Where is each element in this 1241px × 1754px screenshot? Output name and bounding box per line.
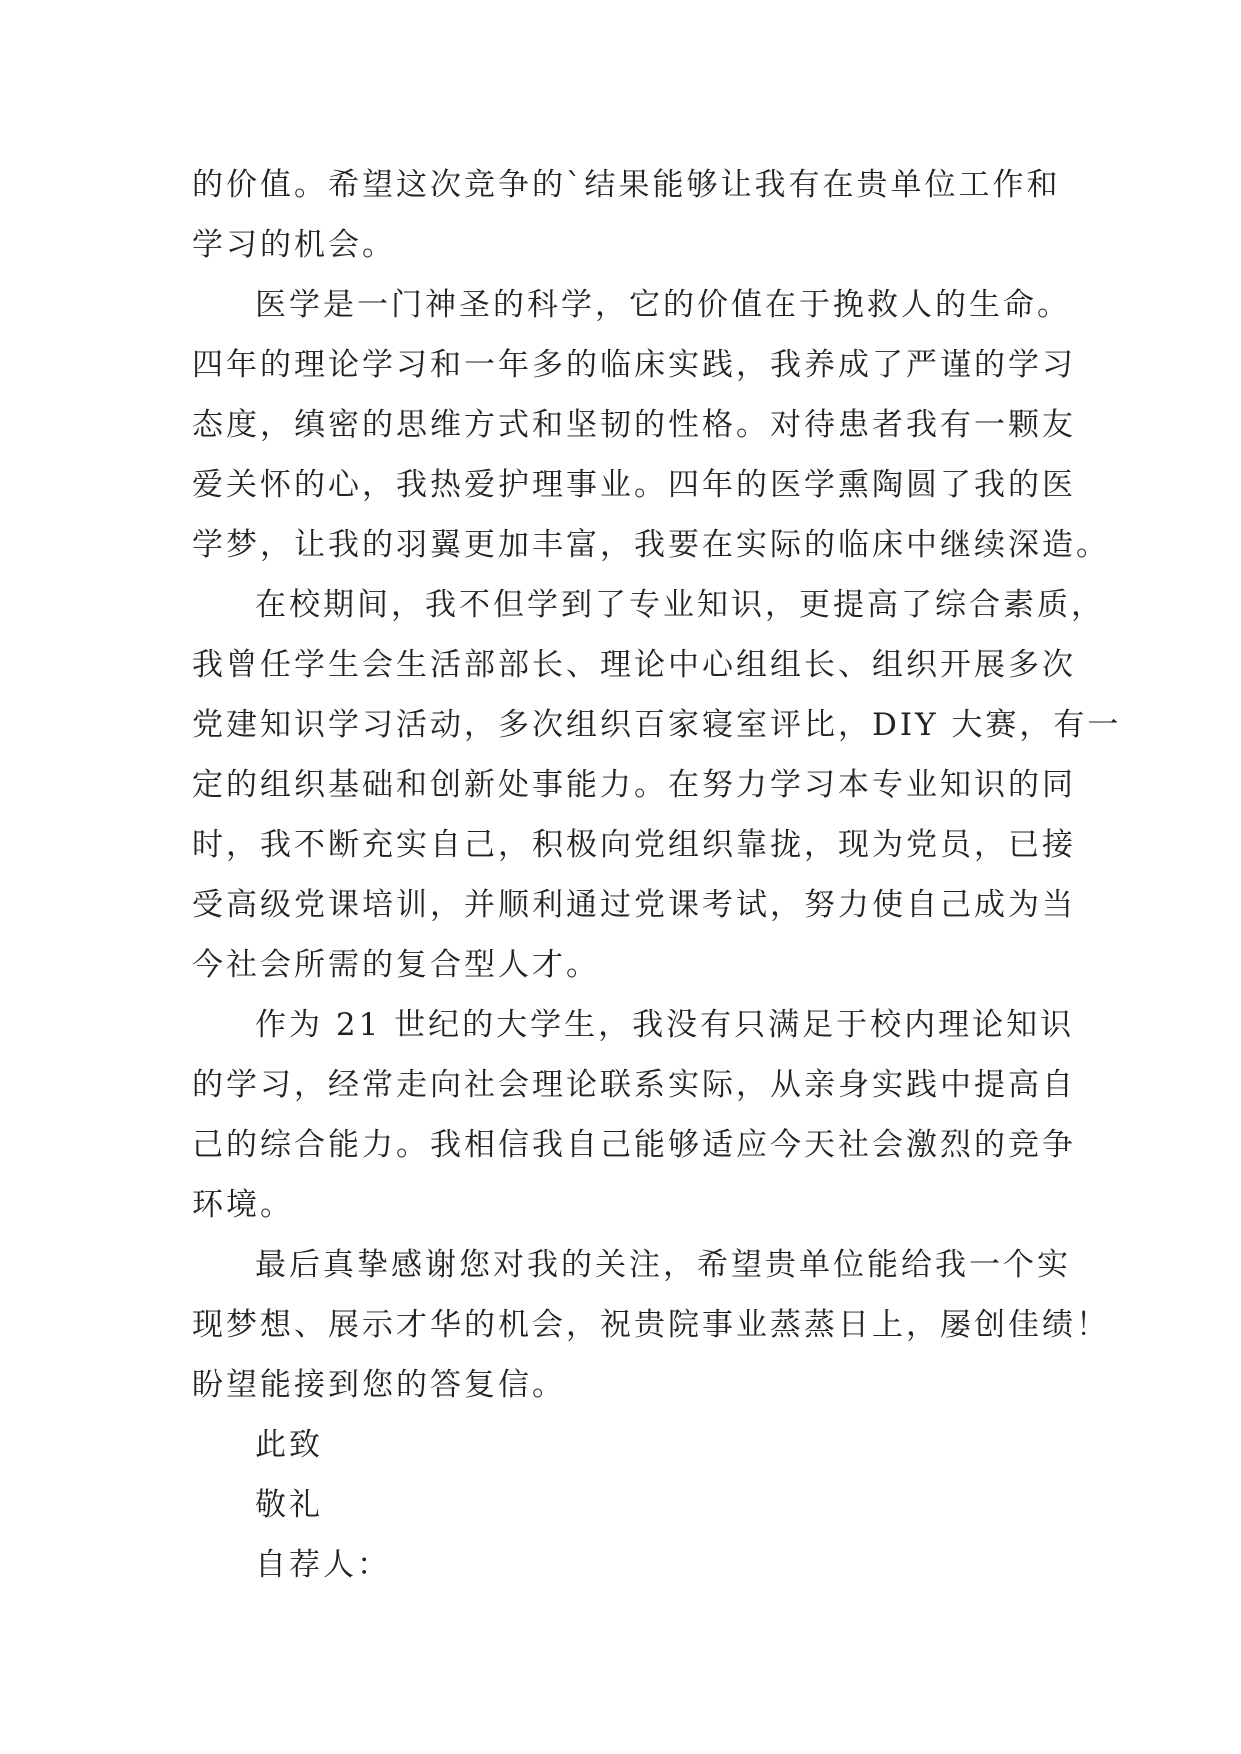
- signature-label: 自荐人：: [255, 1547, 391, 1583]
- text-line: 的价值。希望这次竞争的`结果能够让我有在贵单位工作和: [192, 167, 1061, 203]
- text-line: 受高级党课培训，并顺利通过党课考试，努力使自己成为当: [192, 887, 1076, 923]
- text-line: 的学习，经常走向社会理论联系实际，从亲身实践中提高自: [192, 1067, 1076, 1103]
- paragraph-start-line: 医学是一门神圣的科学，它的价值在于挽救人的生命。: [255, 287, 1071, 323]
- text-line: 己的综合能力。我相信我自己能够适应今天社会激烈的竞争: [192, 1127, 1076, 1163]
- closing-regards: 敬礼: [255, 1487, 323, 1523]
- text-line: 党建知识学习活动，多次组织百家寝室评比，DIY 大赛，有一: [192, 707, 1122, 743]
- text-line: 环境。: [192, 1187, 294, 1223]
- closing-salutation: 此致: [255, 1427, 323, 1463]
- text-line: 现梦想、展示才华的机会，祝贵院事业蒸蒸日上，屡创佳绩！: [192, 1307, 1110, 1343]
- text-line: 时，我不断充实自己，积极向党组织靠拢，现为党员，已接: [192, 827, 1076, 863]
- text-line: 我曾任学生会生活部部长、理论中心组组长、组织开展多次: [192, 647, 1076, 683]
- paragraph-start-line: 在校期间，我不但学到了专业知识，更提高了综合素质，: [255, 587, 1105, 623]
- paragraph-start-line: 作为 21 世纪的大学生，我没有只满足于校内理论知识: [255, 1007, 1075, 1043]
- letter-body: [192, 155, 1122, 1595]
- text-line: 定的组织基础和创新处事能力。在努力学习本专业知识的同: [192, 767, 1076, 803]
- text-line: 今社会所需的复合型人才。: [192, 947, 600, 983]
- text-line: 盼望能接到您的答复信。: [192, 1367, 566, 1403]
- text-line: 四年的理论学习和一年多的临床实践，我养成了严谨的学习: [192, 347, 1076, 383]
- text-line: 态度，缜密的思维方式和坚韧的性格。对待患者我有一颗友: [192, 407, 1076, 443]
- text-line: 爱关怀的心，我热爱护理事业。四年的医学熏陶圆了我的医: [192, 467, 1076, 503]
- text-line: 学梦，让我的羽翼更加丰富，我要在实际的临床中继续深造。: [192, 527, 1110, 563]
- text-line: 学习的机会。: [192, 227, 396, 263]
- paragraph-start-line: 最后真挚感谢您对我的关注，希望贵单位能给我一个实: [255, 1247, 1071, 1283]
